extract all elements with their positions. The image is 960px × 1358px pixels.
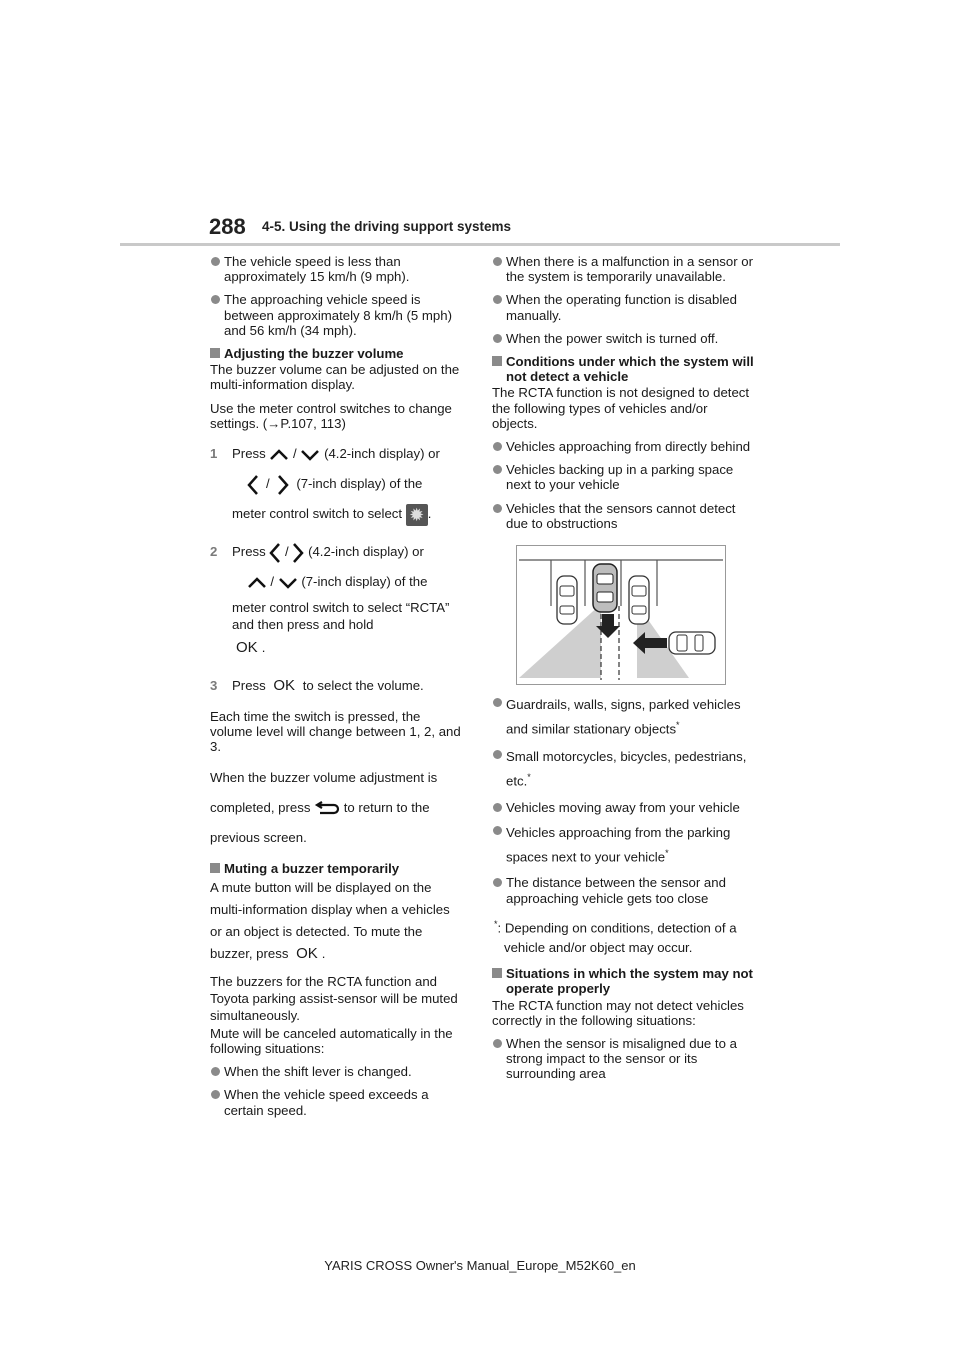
list-item — [492, 695, 754, 739]
step-text: Press — [232, 544, 266, 560]
footnote-marker: * — [665, 848, 669, 859]
section-title: 4-5. Using the driving support systems — [262, 219, 512, 234]
paragraph: The RCTA function may not detect vehicles correctly in the following situations: — [492, 997, 744, 1028]
list-item: When the power switch is turned off. — [492, 331, 754, 346]
step-text: (7-inch display) of the — [301, 574, 428, 590]
left-column — [210, 254, 465, 1126]
footnote — [492, 914, 754, 958]
list-item: Vehicles approaching from directly behind — [492, 439, 754, 454]
list-item: When the shift lever is changed. — [210, 1064, 465, 1079]
step-text: Press — [232, 678, 266, 694]
paragraph-text: to return to the previous screen. — [210, 799, 430, 845]
gear-icon: ✹ — [406, 504, 428, 526]
step-text: meter control switch to select — [232, 506, 403, 522]
paragraph-text: When the buzzer volume adjustment is completed, press — [210, 769, 438, 815]
list-item: The distance between the sensor and approaching vehicle gets too close — [492, 875, 754, 905]
list-item: Vehicles moving away from your vehicle — [492, 800, 754, 815]
paragraph: The buzzers for the RCTA function and Toyota parking assist-sensor will be muted simultaneously. — [210, 973, 458, 1023]
step-text: (4.2-inch display) or — [324, 446, 440, 462]
page-header — [0, 0, 960, 250]
list-item-text: Vehicles approaching from the parking spaces next to your vehicle — [506, 825, 731, 865]
parking-illustration — [517, 546, 725, 684]
step-2: 2 Press / (4.2-inch display) or / (7-inch display) of the meter control switch to select “RCTA” and then press and hold OK . — [210, 537, 465, 663]
subheading: Conditions under which the system will not detect a vehicle — [492, 354, 754, 384]
subheading: Situations in which the system may not operate properly — [492, 966, 754, 996]
list-item-text: Small motorcycles, bicycles, pedestrians, etc. — [506, 749, 747, 789]
paragraph-back — [210, 763, 465, 853]
ok-icon: OK — [273, 677, 296, 695]
step-text: to select the volume. — [302, 678, 424, 694]
list-item — [492, 823, 754, 867]
footnote-text: : Depending on conditions, detection of a vehicle and/or object may occur. — [497, 920, 737, 956]
chevron-down-icon — [300, 449, 320, 461]
back-arrow-icon — [314, 801, 340, 815]
rcta-diagram — [516, 545, 726, 685]
approaching-car-icon — [669, 632, 715, 654]
list-item: When the sensor is misaligned due to a strong impact to the sensor or its surrounding area — [492, 1036, 754, 1082]
chevron-down-icon — [278, 577, 298, 589]
chevron-right-icon — [277, 474, 289, 496]
step-1: 1 Press / (4.2-inch display) or / (7-inch display) of the meter control switch to select ✹ . — [210, 439, 465, 529]
subheading: Adjusting the buzzer volume — [210, 346, 465, 361]
step-number: 2 — [210, 544, 218, 560]
ok-icon: OK — [236, 639, 258, 657]
parked-car-right-icon — [629, 576, 649, 624]
step-text: Press — [232, 446, 266, 462]
list-item: The vehicle speed is less than approximately 15 km/h (9 mph). — [210, 254, 465, 284]
list-item: When the vehicle speed exceeds a certain speed. — [210, 1087, 465, 1117]
page-footer: YARIS CROSS Owner's Manual_Europe_M52K60_en — [324, 1258, 636, 1273]
list-item-text: Guardrails, walls, signs, parked vehicles and similar stationary objects — [506, 697, 741, 737]
step-text: meter control switch to select “RCTA” and then press and hold — [232, 600, 450, 633]
step-text: (4.2-inch display) or — [308, 544, 424, 560]
page-number: 288 — [209, 214, 246, 239]
paragraph: The buzzer volume can be adjusted on the multi-information display. — [210, 362, 460, 393]
chevron-left-icon — [269, 542, 281, 564]
list-item: When there is a malfunction in a sensor or the system is temporarily unavailable. — [492, 254, 754, 284]
list-item: Vehicles that the sensors cannot detect due to obstructions — [492, 501, 754, 531]
chevron-up-icon — [247, 577, 267, 589]
list-item: When the operating function is disabled manually. — [492, 292, 754, 322]
step-text: (7-inch display) of the — [296, 476, 423, 492]
list-item: The approaching vehicle speed is between approximately 8 km/h (5 mph) and 56 km/h (34 mph). — [210, 292, 465, 338]
chevron-right-icon — [292, 542, 304, 564]
chevron-left-icon — [247, 474, 259, 496]
step-number: 1 — [210, 446, 218, 462]
paragraph-text: A mute button will be displayed on the multi-information display when a vehicles or an object is detected. To mute the buzzer, press — [210, 879, 450, 961]
list-item: Vehicles backing up in a parking space next to your vehicle — [492, 462, 754, 492]
ok-icon: OK — [296, 944, 318, 962]
list-item — [492, 747, 754, 791]
paragraph-mute: A mute button will be displayed on the multi-information display when a vehicles or an object is detected. To mute the buzzer, press OK . — [210, 877, 465, 965]
step-3 — [210, 671, 465, 701]
your-vehicle-icon — [593, 564, 617, 612]
step-number: 3 — [210, 678, 218, 694]
paragraph: The RCTA function is not designed to detect the following types of vehicles and/or objects. — [492, 385, 750, 431]
footnote-marker: * — [676, 720, 680, 731]
right-column — [492, 254, 754, 1090]
paragraph: Each time the switch is pressed, the volume level will change between 1, 2, and 3. — [210, 709, 461, 755]
chevron-up-icon — [269, 449, 289, 461]
footnote-marker: * — [527, 772, 531, 783]
footnote-marker: * — [494, 918, 498, 929]
paragraph: Use the meter control switches to change settings. (→P.107, 113) — [210, 400, 452, 431]
paragraph: Mute will be canceled automatically in the following situations: — [210, 1025, 453, 1057]
subheading: Muting a buzzer temporarily — [210, 861, 465, 876]
parked-car-left-icon — [557, 576, 577, 624]
header-rule — [120, 243, 840, 246]
